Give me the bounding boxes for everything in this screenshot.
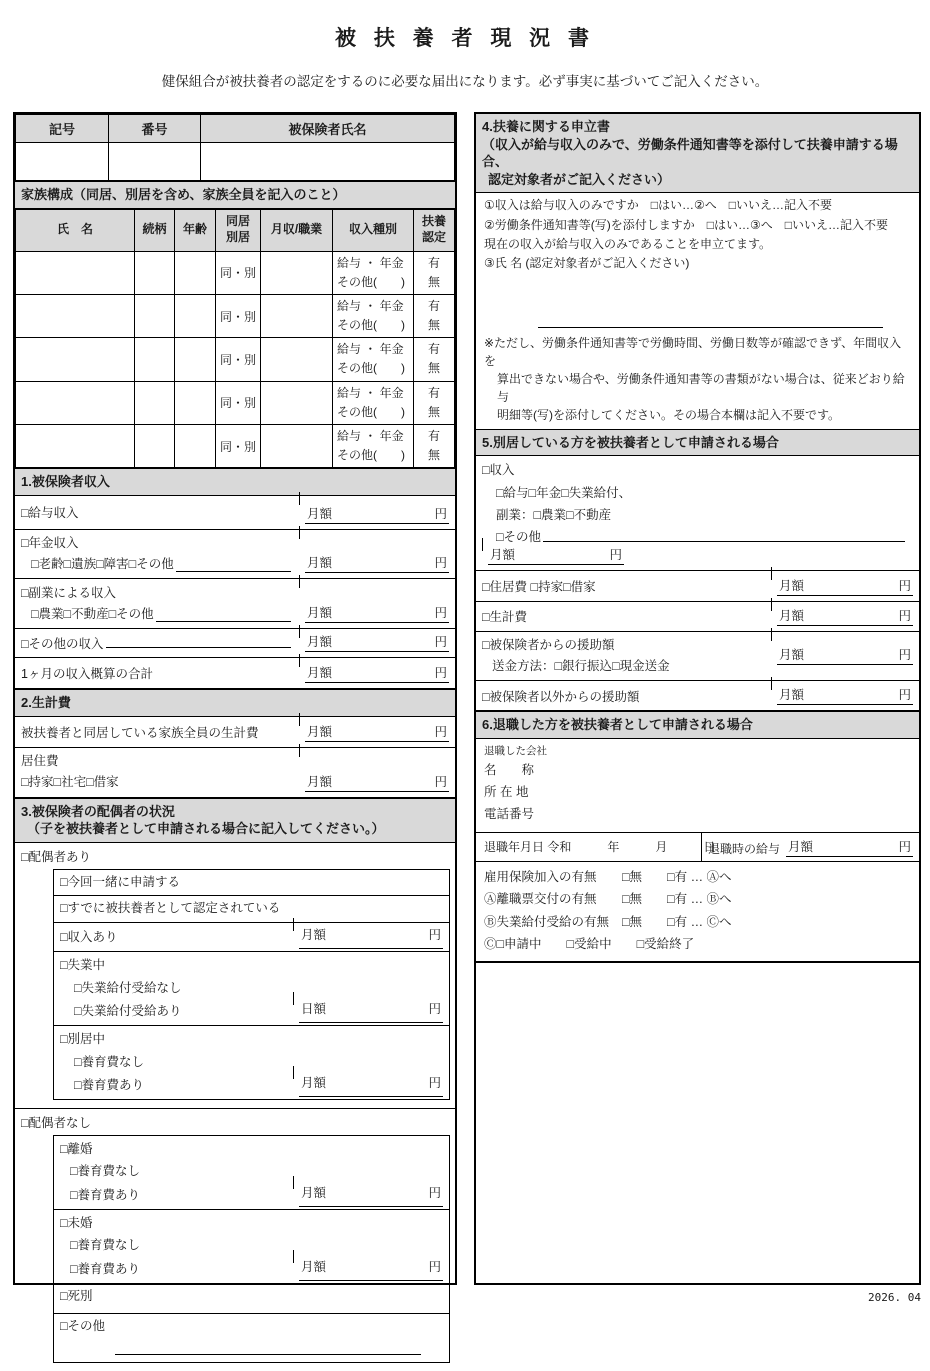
family-certify-choice[interactable]: 有 無 bbox=[414, 294, 455, 337]
retirement-salary-field[interactable]: 退職時の給与 月額 円 bbox=[702, 833, 919, 861]
monthly-total-row bbox=[15, 658, 455, 689]
living-cost-amount-field[interactable]: 月額 円 bbox=[299, 720, 449, 744]
housing-cost-amount-field[interactable]: 月額 円 bbox=[299, 751, 449, 794]
section4-header: 4.扶養に関する申立書 （収入が給与収入のみで、労働条件通知書等を添付して扶養申請する場合、 認定対象者がご記入ください） bbox=[476, 114, 919, 193]
declaration-q2-checkboxes[interactable]: ②労働条件通知書等(写)を添付しますか □はい…③へ □いいえ…記入不要 bbox=[484, 217, 889, 232]
empty-notes-area[interactable] bbox=[476, 961, 919, 1283]
separated-housing-checkboxes[interactable]: □住居費 □持家□借家 bbox=[482, 579, 596, 594]
family-name-header: 氏 名 bbox=[16, 209, 135, 251]
other-aid-checkbox[interactable]: □被保険者以外からの援助額 bbox=[482, 689, 640, 704]
family-row-3 bbox=[16, 338, 455, 381]
company-name-label: 名 称 bbox=[484, 763, 535, 778]
pension-type-checkboxes[interactable]: □老齢□遺族□障害□その他 bbox=[31, 557, 174, 572]
retired-company-note: 退職した会社 bbox=[484, 744, 547, 757]
family-row-1 bbox=[16, 251, 455, 294]
family-relation-header: 続柄 bbox=[135, 209, 175, 251]
section2-header: 2.生計費 bbox=[15, 689, 455, 717]
family-age-cell[interactable] bbox=[175, 294, 216, 337]
no-spouse-checkbox[interactable]: □配偶者なし bbox=[21, 1115, 92, 1130]
monthly-total-label: 1ヶ月の収入概算の合計 bbox=[21, 667, 153, 682]
family-income-type-choice[interactable]: 給与 ・ 年金 その他( ) bbox=[333, 381, 414, 424]
separated-income-other-input-line[interactable] bbox=[543, 529, 905, 542]
spouse-other-input-line[interactable] bbox=[115, 1354, 421, 1355]
unmarried-support-amount-field[interactable]: 月額 円 bbox=[293, 1257, 443, 1281]
section5-header: 5.別居している方を被扶養者として申請される場合 bbox=[476, 429, 919, 457]
section3-header: 3.被保険者の配偶者の状況 （子を被扶養者として申請される場合に記入してください。） bbox=[15, 798, 455, 843]
insured-name-input-cell[interactable] bbox=[201, 143, 455, 181]
separated-income-checkbox[interactable]: □収入 bbox=[482, 463, 515, 478]
spouse-already-certified-checkbox[interactable]: □すでに被扶養者として認定されている bbox=[54, 896, 449, 923]
number-input-cell[interactable] bbox=[109, 143, 201, 181]
family-certify-choice[interactable]: 有 無 bbox=[414, 381, 455, 424]
spouse-income-row bbox=[54, 923, 449, 952]
family-certify-choice[interactable]: 有 無 bbox=[414, 425, 455, 468]
separated-income-amount-field[interactable]: 月額 円 bbox=[482, 545, 624, 567]
housing-type-checkboxes[interactable]: □持家□社宅□借家 bbox=[21, 775, 119, 790]
symbol-input-cell[interactable] bbox=[16, 143, 109, 181]
insured-aid-amount-field[interactable]: 月額 円 bbox=[771, 635, 913, 678]
family-section-header: 家族構成（同居、別居を含め、家族全員を記入のこと） bbox=[15, 181, 455, 209]
family-age-cell[interactable] bbox=[175, 381, 216, 424]
has-spouse-checkbox[interactable]: □配偶者あり bbox=[21, 849, 92, 864]
spouse-no-block bbox=[15, 1109, 455, 1371]
divorced-group bbox=[54, 1136, 449, 1210]
pension-other-input-line[interactable] bbox=[176, 560, 291, 573]
spouse-other-checkbox[interactable]: □その他 bbox=[60, 1318, 106, 1333]
family-relation-cell[interactable] bbox=[135, 425, 175, 468]
family-name-cell[interactable] bbox=[16, 381, 135, 424]
spouse-income-amount-field[interactable]: 月額 円 bbox=[293, 925, 443, 949]
declaration-name-label: ③氏 名 (認定対象者がご記入ください) bbox=[484, 256, 690, 271]
family-income-job-header: 月収/職業 bbox=[261, 209, 333, 251]
family-table bbox=[15, 209, 455, 469]
side-business-amount-field[interactable]: 月額 円 bbox=[299, 582, 449, 625]
section6-header: 6.退職した方を被扶養者として申請される場合 bbox=[476, 711, 919, 739]
spouse-unemployed-group bbox=[54, 952, 449, 1026]
section1-header: 1.被保険者収入 bbox=[15, 468, 455, 496]
family-income-job-cell[interactable] bbox=[261, 338, 333, 381]
side-business-checkbox[interactable]: □副業による収入 bbox=[21, 585, 117, 600]
separated-housing-row bbox=[476, 571, 919, 602]
family-relation-cell[interactable] bbox=[135, 251, 175, 294]
remittance-method-checkboxes[interactable]: 送金方法：□銀行振込□現金送金 bbox=[492, 659, 670, 674]
living-cost-row bbox=[15, 717, 455, 748]
family-name-cell[interactable] bbox=[16, 294, 135, 337]
side-business-type-checkboxes[interactable]: □農業□不動産□その他 bbox=[31, 606, 154, 621]
family-income-type-choice[interactable]: 給与 ・ 年金 その他( ) bbox=[333, 425, 414, 468]
declaration-note: ※ただし、労働条件通知書等で労働時間、労働日数等が確認できず、年間収入を 算出できない場合や、労働条件通知書等の書類がない場合は、従来どおり給与 明細等(写)を添付してください。その場合本欄は記入不要です。 bbox=[484, 335, 905, 422]
unemployment-benefit-checkboxes[interactable]: □無 □有 … Ⓒへ bbox=[622, 914, 732, 929]
other-aid-row bbox=[476, 681, 919, 711]
childsupport-amount-field[interactable]: 月額 円 bbox=[293, 1073, 443, 1097]
page-subtitle: 健保組合が被扶養者の認定をするのに必要な届出になります。必ず事実に基づいてご記入ください。 bbox=[161, 74, 769, 89]
insured-info-table bbox=[15, 114, 455, 181]
declaration-q1-checkboxes[interactable]: ①収入は給与収入のみですか □はい…②へ □いいえ…記入不要 bbox=[484, 198, 833, 213]
family-relation-cell[interactable] bbox=[135, 381, 175, 424]
retirement-date-field[interactable]: 退職年月日 令和 年 月 日 bbox=[476, 833, 702, 861]
salary-income-row bbox=[15, 496, 455, 530]
separated-income-group bbox=[476, 456, 919, 571]
declaration-statement: 現在の収入が給与収入のみであることを申立てます。 bbox=[484, 236, 772, 251]
benefit-status-checkboxes[interactable]: Ⓒ□申請中 □受給中 □受給終了 bbox=[484, 937, 695, 952]
spouse-apply-now-checkbox[interactable]: □今回一緒に申請する bbox=[54, 870, 449, 897]
separated-living-cost-amount-field[interactable]: 月額 円 bbox=[771, 605, 913, 628]
spouse-yes-box bbox=[53, 869, 450, 1100]
family-cohabit-choice[interactable]: 同・別 bbox=[216, 251, 261, 294]
separation-slip-row bbox=[484, 888, 911, 911]
family-income-type-choice[interactable]: 給与 ・ 年金 その他( ) bbox=[333, 294, 414, 337]
family-income-type-choice[interactable]: 給与 ・ 年金 その他( ) bbox=[333, 338, 414, 381]
other-income-input-line[interactable] bbox=[106, 636, 291, 649]
family-relation-cell[interactable] bbox=[135, 294, 175, 337]
family-certify-choice[interactable]: 有 無 bbox=[414, 251, 455, 294]
separation-slip-checkboxes[interactable]: □無 □有 … Ⓑへ bbox=[622, 892, 732, 907]
pension-income-row bbox=[15, 530, 455, 580]
family-relation-cell[interactable] bbox=[135, 338, 175, 381]
living-cost-label: 被扶養者と同居している家族全員の生計費 bbox=[21, 726, 259, 741]
separated-living-cost-checkbox[interactable]: □生計費 bbox=[482, 610, 528, 625]
divorced-checkbox[interactable]: □離婚 bbox=[60, 1141, 93, 1156]
family-age-cell[interactable] bbox=[175, 338, 216, 381]
employment-insurance-block bbox=[476, 862, 919, 961]
page-title: 被 扶 養 者 現 況 書 bbox=[334, 27, 595, 50]
side-business-income-row bbox=[15, 579, 455, 629]
separated-income-type-checkboxes[interactable]: □給与□年金□失業給付、 bbox=[496, 485, 632, 500]
family-income-job-cell[interactable] bbox=[261, 294, 333, 337]
spouse-unemployed-checkbox[interactable]: □失業中 bbox=[60, 958, 106, 973]
spouse-other-group bbox=[54, 1314, 449, 1362]
family-certify-choice[interactable]: 有 無 bbox=[414, 338, 455, 381]
family-cohabit-header: 同居 別居 bbox=[216, 209, 261, 251]
bereaved-checkbox[interactable]: □死別 bbox=[54, 1284, 449, 1314]
unemployment-benefit-label: Ⓑ失業給付受給の有無 bbox=[484, 914, 610, 929]
unemployment-benefit-none-checkbox[interactable]: □失業給付受給なし bbox=[74, 980, 182, 995]
housing-cost-label: 居住費 bbox=[21, 754, 59, 769]
family-name-cell[interactable] bbox=[16, 425, 135, 468]
unmarried-checkbox[interactable]: □未婚 bbox=[60, 1215, 93, 1230]
pension-income-checkbox[interactable]: □年金収入 bbox=[21, 535, 79, 550]
side-business-other-input-line[interactable] bbox=[156, 610, 291, 623]
housing-cost-row bbox=[15, 748, 455, 798]
family-name-cell[interactable] bbox=[16, 251, 135, 294]
employment-insurance-label: 雇用保険加入の有無 bbox=[484, 869, 597, 884]
family-age-cell[interactable] bbox=[175, 251, 216, 294]
spouse-has-income-checkbox[interactable]: □収入あり bbox=[60, 930, 118, 945]
employment-insurance-checkboxes[interactable]: □無 □有 … Ⓐへ bbox=[622, 869, 732, 884]
insured-name-header: 被保険者氏名 bbox=[201, 115, 455, 143]
spouse-separated-checkbox[interactable]: □別居中 bbox=[60, 1032, 106, 1047]
insured-aid-row bbox=[476, 632, 919, 682]
spouse-yes-block bbox=[15, 843, 455, 1109]
family-cohabit-choice[interactable]: 同・別 bbox=[216, 381, 261, 424]
pension-amount-field[interactable]: 月額 円 bbox=[299, 533, 449, 576]
separated-living-cost-row bbox=[476, 602, 919, 632]
family-income-job-cell[interactable] bbox=[261, 381, 333, 424]
form-version: 2026. 04 bbox=[868, 1291, 921, 1304]
family-row-2 bbox=[16, 294, 455, 337]
monthly-total-amount-field[interactable]: 月額 円 bbox=[299, 661, 449, 685]
family-age-header: 年齢 bbox=[175, 209, 216, 251]
insured-header-row bbox=[16, 115, 455, 143]
unmarried-support-none-checkbox[interactable]: □養育費なし bbox=[70, 1238, 141, 1253]
retirement-date-row bbox=[476, 833, 919, 862]
family-income-type-header: 収入種別 bbox=[333, 209, 414, 251]
unmarried-group bbox=[54, 1210, 449, 1284]
other-aid-amount-field[interactable]: 月額 円 bbox=[771, 684, 913, 707]
separation-slip-label: Ⓐ離職票交付の有無 bbox=[484, 892, 597, 907]
insured-aid-checkbox[interactable]: □被保険者からの援助額 bbox=[482, 637, 615, 652]
employment-insurance-row bbox=[484, 866, 911, 889]
salary-amount-field[interactable]: 月額 円 bbox=[299, 499, 449, 526]
family-row-4 bbox=[16, 381, 455, 424]
spouse-separated-group bbox=[54, 1026, 449, 1099]
other-income-row bbox=[15, 629, 455, 658]
family-age-cell[interactable] bbox=[175, 425, 216, 468]
family-cohabit-choice[interactable]: 同・別 bbox=[216, 294, 261, 337]
separated-income-other-checkbox[interactable]: □その他 bbox=[496, 529, 542, 544]
family-row-5 bbox=[16, 425, 455, 468]
family-header-row bbox=[16, 209, 455, 251]
symbol-header: 記号 bbox=[16, 115, 109, 143]
unmarried-support-yes-checkbox[interactable]: □養育費あり bbox=[70, 1261, 141, 1276]
number-header: 番号 bbox=[109, 115, 201, 143]
separated-sidework-checkboxes[interactable]: 副業：□農業□不動産 bbox=[496, 508, 612, 523]
childsupport-yes-checkbox[interactable]: □養育費あり bbox=[74, 1078, 145, 1093]
family-certify-header: 扶養 認定 bbox=[414, 209, 455, 251]
insured-input-row bbox=[16, 143, 455, 181]
company-phone-label: 電話番号 bbox=[484, 806, 535, 821]
family-income-job-cell[interactable] bbox=[261, 251, 333, 294]
unemployment-benefit-row bbox=[484, 911, 911, 934]
family-income-type-choice[interactable]: 給与 ・ 年金 その他( ) bbox=[333, 251, 414, 294]
divorced-support-yes-checkbox[interactable]: □養育費あり bbox=[70, 1187, 141, 1202]
other-income-amount-field[interactable]: 月額 円 bbox=[299, 632, 449, 654]
right-column bbox=[474, 112, 921, 1285]
left-column bbox=[13, 112, 457, 1333]
divorced-support-none-checkbox[interactable]: □養育費なし bbox=[70, 1164, 141, 1179]
family-income-job-cell[interactable] bbox=[261, 425, 333, 468]
family-name-cell[interactable] bbox=[16, 338, 135, 381]
spouse-no-box bbox=[53, 1135, 450, 1363]
divorced-support-amount-field[interactable]: 月額 円 bbox=[293, 1183, 443, 1207]
unemployment-benefit-amount-field[interactable]: 日額 円 bbox=[293, 999, 443, 1023]
family-cohabit-choice[interactable]: 同・別 bbox=[216, 425, 261, 468]
retired-company-block[interactable] bbox=[476, 739, 919, 833]
unemployment-benefit-yes-checkbox[interactable]: □失業給付受給あり bbox=[74, 1004, 182, 1019]
separated-housing-amount-field[interactable]: 月額 円 bbox=[771, 574, 913, 598]
childsupport-none-checkbox[interactable]: □養育費なし bbox=[74, 1054, 145, 1069]
salary-income-checkbox[interactable]: □給与収入 bbox=[21, 506, 79, 521]
company-address-label: 所 在 地 bbox=[484, 785, 529, 800]
family-cohabit-choice[interactable]: 同・別 bbox=[216, 338, 261, 381]
other-income-checkbox[interactable]: □その他の収入 bbox=[21, 637, 104, 652]
